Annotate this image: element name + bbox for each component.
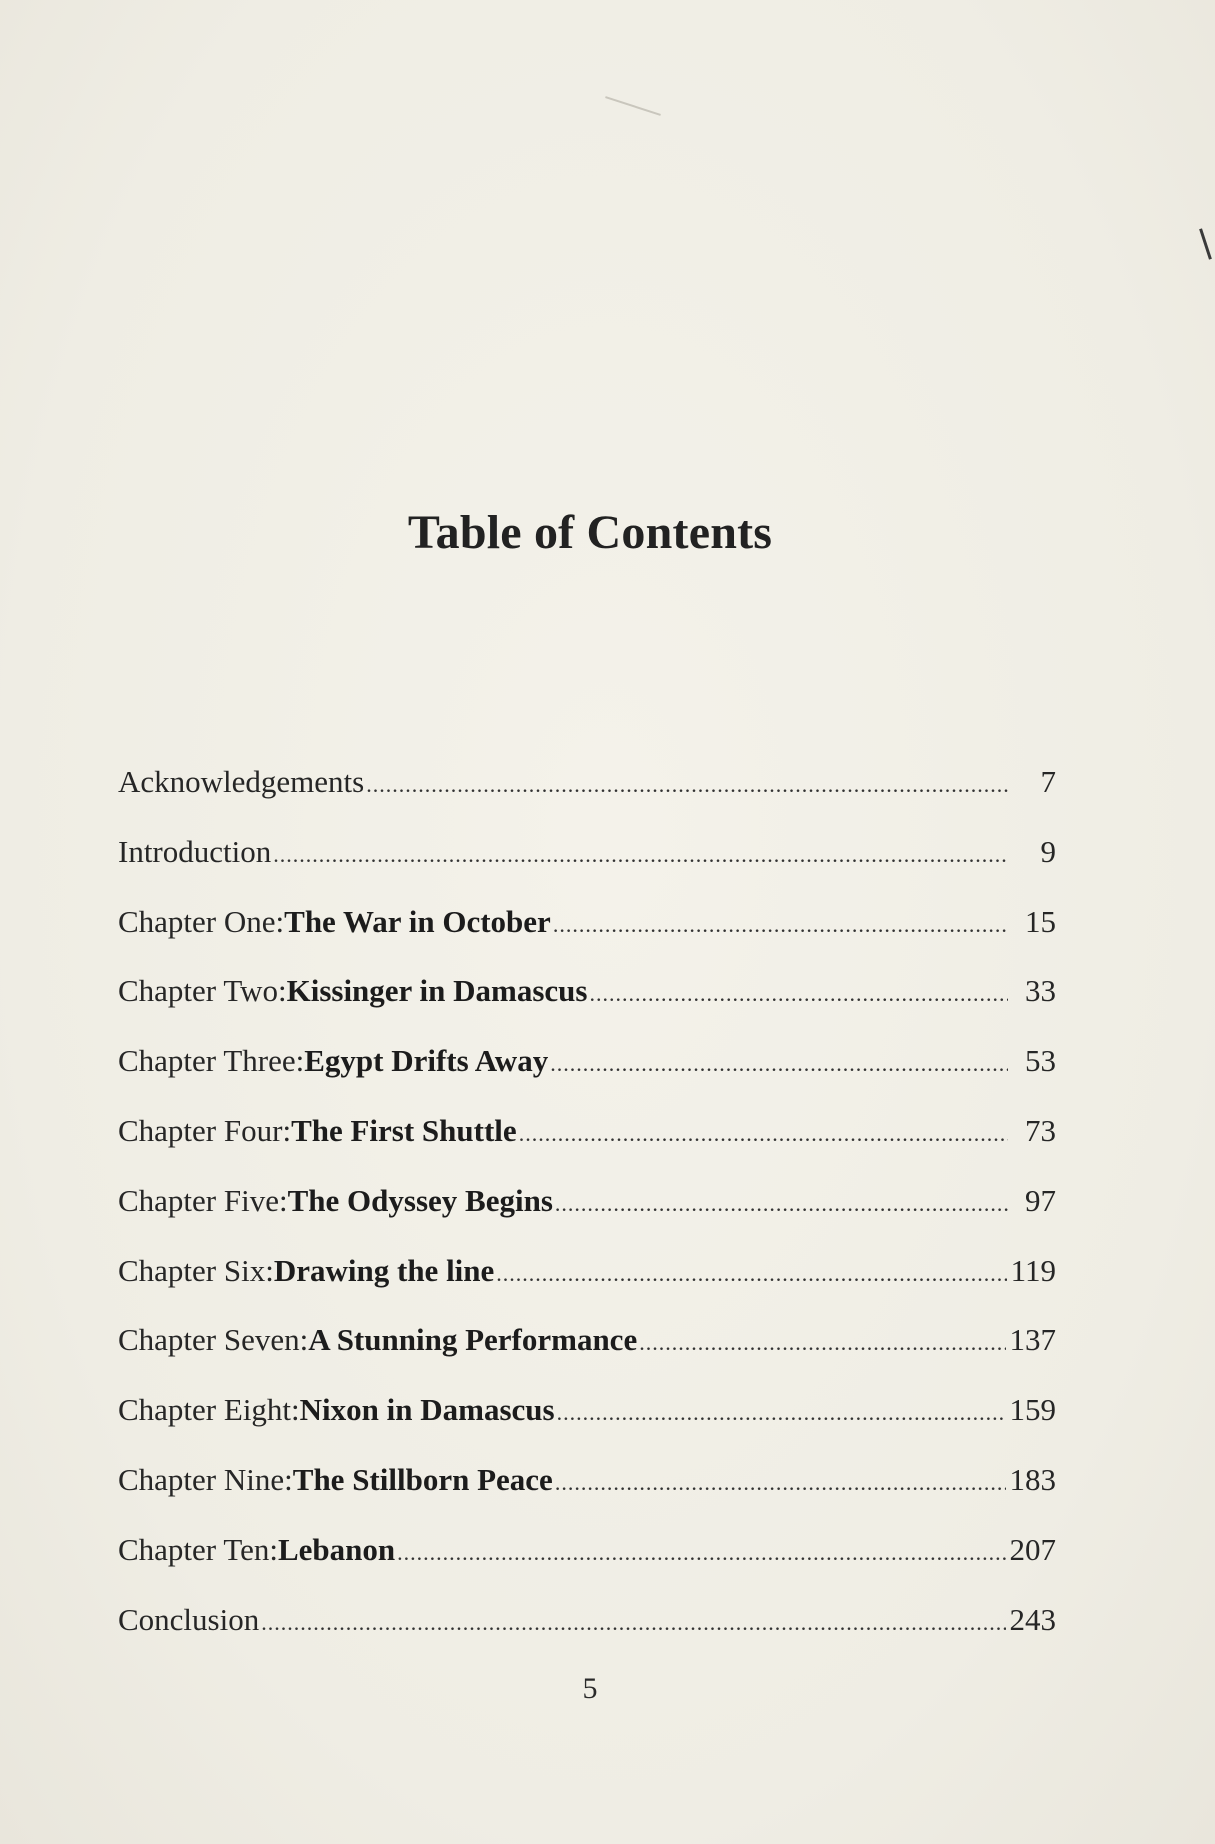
entry-label: Chapter Four: [118, 1112, 292, 1148]
dot-leader [550, 1051, 1008, 1077]
toc-entry-chapter-four [118, 1113, 1056, 1183]
entry-label: Chapter Eight: [118, 1392, 300, 1428]
entry-title: Kissinger in Damascus [286, 973, 588, 1009]
entry-page-number: 159 [1009, 1392, 1056, 1428]
toc-entry-chapter-nine [118, 1462, 1056, 1532]
dot-leader [555, 1191, 1008, 1217]
toc-entry-chapter-two [118, 973, 1056, 1043]
entry-page-number: 73 [1025, 1112, 1056, 1148]
entry-page-number: 9 [1040, 833, 1056, 869]
entry-title: The First Shuttle [291, 1112, 517, 1148]
entry-title: The War in October [284, 903, 551, 939]
entry-label: Chapter Six: [118, 1252, 274, 1288]
toc-entry-chapter-seven [118, 1322, 1056, 1392]
entry-title: Egypt Drifts Away [304, 1043, 549, 1079]
paper-scratch-mark [605, 96, 661, 116]
entry-label: Conclusion [118, 1601, 260, 1637]
toc-entry-chapter-ten [118, 1532, 1056, 1602]
entry-title: Nixon in Damascus [299, 1392, 555, 1428]
entry-page-number: 53 [1025, 1043, 1056, 1079]
edge-ink-mark [1199, 228, 1212, 259]
dot-leader [366, 772, 1008, 798]
dot-leader [397, 1540, 1005, 1566]
entry-page-number: 243 [1009, 1601, 1056, 1637]
entry-label: Introduction [118, 833, 272, 869]
entry-page-number: 97 [1025, 1182, 1056, 1218]
entry-label: Acknowledgements [118, 764, 365, 799]
dot-leader [553, 912, 1008, 938]
toc-entry-chapter-three [118, 1043, 1056, 1113]
entry-title: The Stillborn Peace [292, 1461, 553, 1497]
entry-page-number: 137 [1009, 1322, 1056, 1358]
dot-leader [496, 1261, 1006, 1287]
entry-title: A Stunning Performance [308, 1322, 638, 1358]
entry-label: Chapter Three: [118, 1043, 305, 1079]
toc-entry-chapter-one [118, 904, 1056, 974]
toc-entry-conclusion [118, 1602, 1056, 1672]
entry-label: Chapter One: [118, 903, 285, 939]
entry-label: Chapter Five: [118, 1182, 288, 1218]
dot-leader [273, 842, 1008, 868]
toc-entry-introduction [118, 834, 1056, 904]
toc-entry-chapter-five [118, 1183, 1056, 1253]
dot-leader [557, 1400, 1006, 1426]
dot-leader [261, 1610, 1005, 1636]
entry-page-number: 183 [1009, 1461, 1056, 1497]
dot-leader [555, 1470, 1006, 1496]
dot-leader [589, 981, 1008, 1007]
toc-entry-acknowledgements [118, 764, 1056, 834]
entry-page-number: 207 [1009, 1531, 1056, 1567]
dot-leader [519, 1121, 1008, 1147]
entry-label: Chapter Ten: [118, 1531, 278, 1567]
toc-entry-chapter-six [118, 1253, 1056, 1323]
page-title: Table of Contents [407, 506, 773, 559]
page-number-folio: 5 [582, 1672, 598, 1705]
toc-entry-chapter-eight [118, 1392, 1056, 1462]
entry-page-number: 33 [1025, 973, 1056, 1009]
entry-label: Chapter Seven: [118, 1322, 309, 1358]
dot-leader [639, 1330, 1005, 1356]
entry-page-number: 119 [1010, 1252, 1056, 1288]
entry-title: The Odyssey Begins [287, 1182, 553, 1218]
entry-title: Lebanon [277, 1531, 396, 1567]
entry-page-number: 15 [1025, 903, 1056, 939]
entry-label: Chapter Two: [118, 973, 287, 1009]
table-of-contents-list [118, 764, 1056, 1671]
entry-title: Drawing the line [273, 1252, 495, 1288]
entry-page-number: 7 [1040, 764, 1056, 799]
entry-label: Chapter Nine: [118, 1461, 293, 1497]
